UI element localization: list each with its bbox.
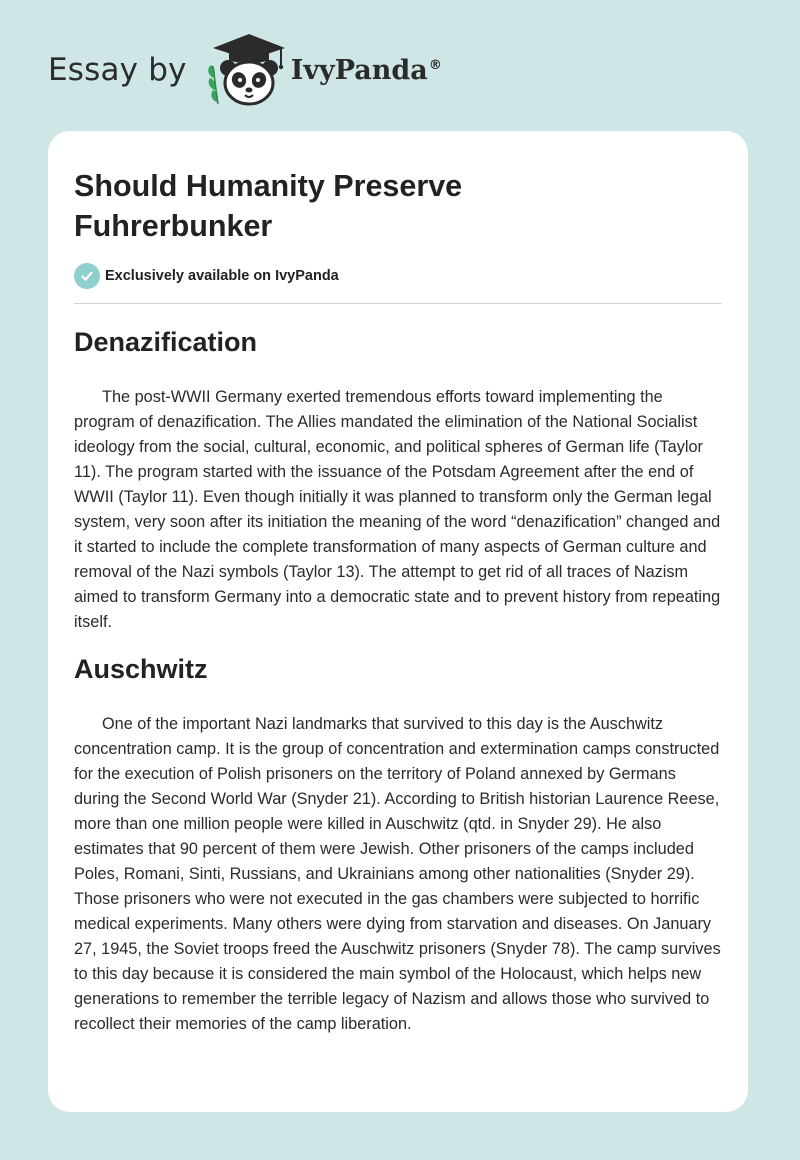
registered-mark: ®: [428, 57, 442, 73]
badge-text: Exclusively available on IvyPanda: [105, 268, 339, 284]
panda-graduation-cap-icon[interactable]: [201, 30, 287, 110]
section-heading-auschwitz: Auschwitz: [74, 654, 208, 684]
brand-prefix: Essay by: [48, 52, 187, 88]
check-circle-icon: [74, 263, 100, 289]
brand-header: [48, 30, 442, 110]
exclusive-badge: [74, 263, 339, 289]
divider: [74, 303, 722, 304]
section-paragraph-denazification: The post-WWII Germany exerted tremendous efforts toward implementing the program of denazification. The Allies mandated the elimination of the National Socialist ideology from the social, cultural, economic, and political spheres of German life (Taylor 11). The program started with the issuance of the Potsdam Agreement after the end of WWII (Taylor 11). Even though initially it was planned to transform only the German legal system, very soon after its initiation the meaning of the word “denazification” changed and it started to include the complete transformation of many aspects of German culture and removal of the Nazi symbols (Taylor 13). The attempt to get rid of all traces of Nazism aimed to transform Germany into a democratic state and to prevent history from repeating itself.: [74, 388, 721, 631]
section-heading-denazification: Denazification: [74, 327, 258, 357]
section-paragraph-auschwitz: One of the important Nazi landmarks that survived to this day is the Auschwitz concentration camp. It is the group of concentration and extermination camps constructed for the execution of Polish prisoners on the territory of Poland annexed by Germans during the Second World War (Snyder 21). According to British historian Laurence Reese, more than one million people were killed in Auschwitz (qtd. in Snyder 29). He also estimates that 90 percent of them were Jewish. Other prisoners of the camps included Poles, Romani, Sinti, Russians, and Ukrainians among other nationalities (Snyder 29). Those prisoners who were not executed in the gas chambers were subjected to horrific medical experiments. Many others were dying from starvation and diseases. On January 27, 1945, the Soviet troops freed the Auschwitz prisoners (Snyder 78). The camp survives to this day because it is considered the main symbol of the Holocaust, which helps new generations to remember the terrible legacy of Nazism and allows those who survived to recollect their memories of the camp liberation.: [74, 715, 721, 1033]
brand-name[interactable]: IvyPanda®: [290, 54, 442, 86]
page-title: Should Humanity Preserve Fuhrerbunker: [74, 169, 463, 243]
essay-card: [48, 131, 748, 1112]
